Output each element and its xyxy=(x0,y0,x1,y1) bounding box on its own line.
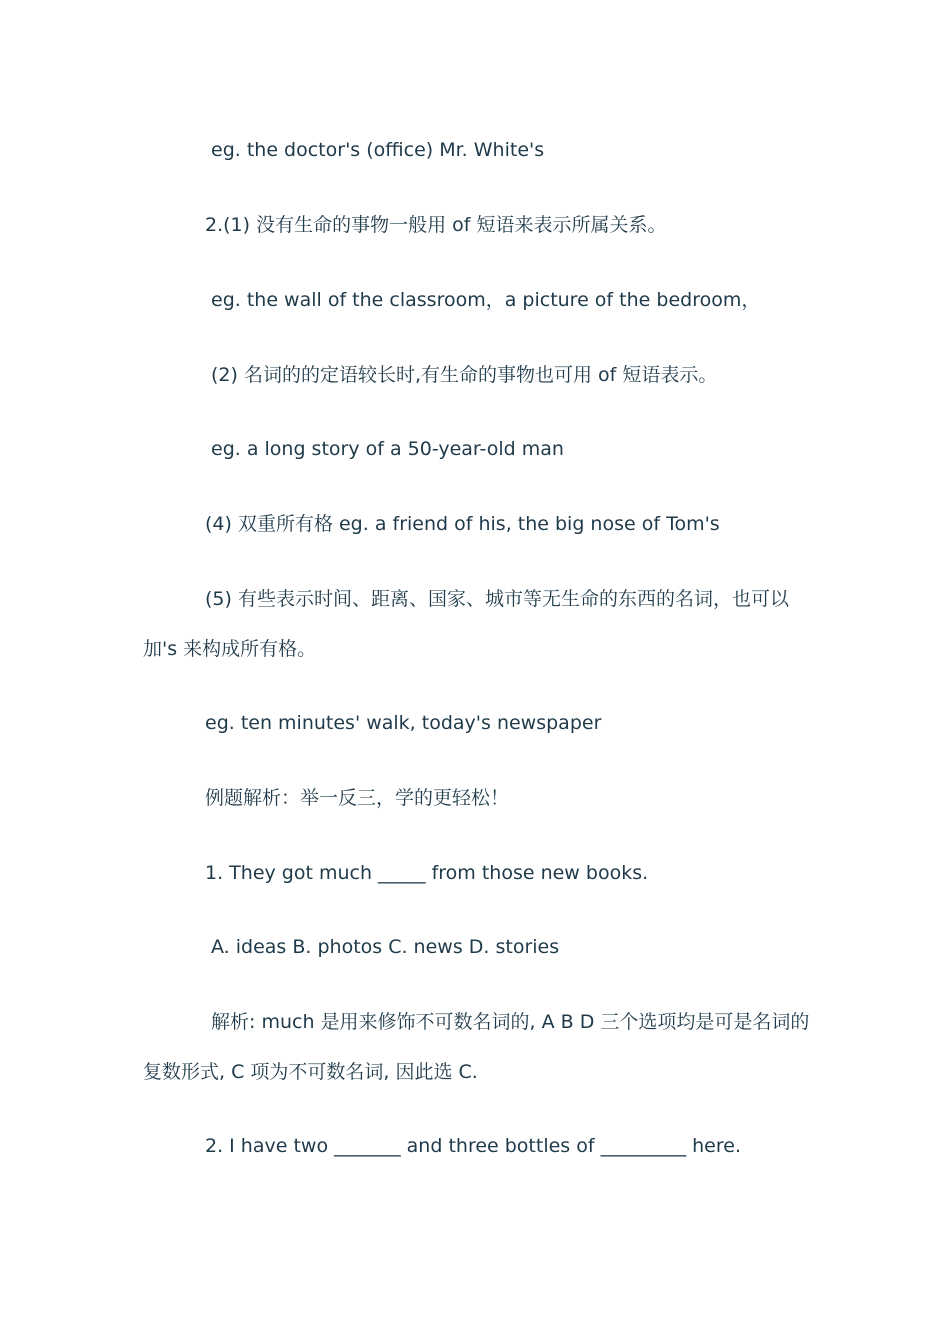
example-line-possessive-places: eg. the doctor's (office) Mr. White's xyxy=(211,139,545,161)
example-line-minutes-walk: eg. ten minutes' walk, today's newspaper xyxy=(205,712,602,734)
rule-long-attribute: (2) 名词的的定语较长时,有生命的事物也可用 of 短语表示。 xyxy=(211,364,718,386)
question-1-options: A. ideas B. photos C. news D. stories xyxy=(211,936,560,958)
question-1-analysis-part1: 解析: much 是用来修饰不可数名词的, A B D 三个选项均是可是名词的 xyxy=(211,1011,810,1033)
rule-inanimate-possessive-part2: 加's 来构成所有格。 xyxy=(143,638,317,660)
question-2: 2. I have two _______ and three bottles of _________ here. xyxy=(205,1135,741,1157)
question-1-analysis-part2: 复数形式, C 项为不可数名词, 因此选 C. xyxy=(143,1061,478,1083)
example-line-wall-classroom: eg. the wall of the classroom，a picture of the bedroom， xyxy=(211,289,761,311)
question-1: 1. They got much _____ from those new books. xyxy=(205,862,649,884)
rule-double-possessive: (4) 双重所有格 eg. a friend of his, the big nose of Tom's xyxy=(205,513,720,535)
example-line-long-story: eg. a long story of a 50-year-old man xyxy=(211,438,564,460)
rule-inanimate-possessive-part1: (5) 有些表示时间、距离、国家、城市等无生命的东西的名词，也可以 xyxy=(205,588,789,610)
section-heading-examples: 例题解析：举一反三，学的更轻松！ xyxy=(205,787,510,809)
rule-of-phrase-inanimate: 2.(1) 没有生命的事物一般用 of 短语来表示所属关系。 xyxy=(205,214,667,236)
